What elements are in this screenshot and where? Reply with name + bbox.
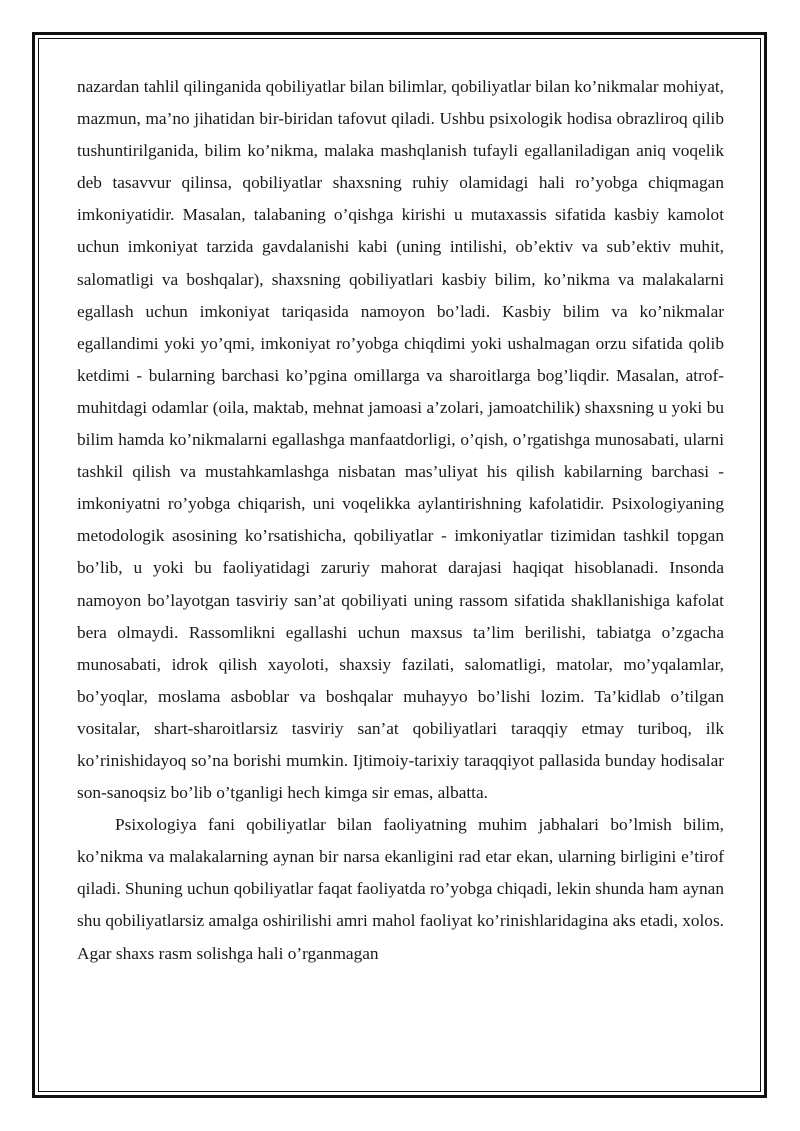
paragraph-continuation: nazardan tahlil qilinganida qobiliyatlar bilan bilimlar, qobiliyatlar bilan ko’nikmalar mohiyat, mazmun, ma’no jihatidan bir-biridan tafovut qiladi. Ushbu psixologik hodisa obrazliroq qilib tushuntirilganida, bilim ko’nikma, malaka mashqlanish tufayli egallaniladigan aniq voqelik deb tasavvur qilinsa, qobiliyatlar shaxsning ruhiy olamidagi hali ro’yobga chiqmagan imkoniyatidir. Masalan, talabaning o’qishga kirishi u mutaxassis sifatida kasbiy kamolot uchun imkoniyat tarzida gavdalanishi kabi (uning intilishi, ob’ektiv va sub’ektiv muhit, salomatligi va boshqalar), shaxsning qobiliyatlari kasbiy bilim, ko’nikma va malakalarni egallash uchun imkoniyat tariqasida namoyon bo’ladi. Kasbiy bilim va ko’nikmalar egallandimi yoki yo’qmi, imkoniyat ro’yobga chiqdimi yoki ushalmagan orzu sifatida qolib ketdimi - bularning barchasi ko’pgina omillarga va sharoitlarga bog’liqdir. Masalan, atrof-muhitdagi odamlar (oila, maktab, mehnat jamoasi a’zolari, jamoatchilik) shaxsning u yoki bu bilim hamda ko’nikmalarni egallashga manfaatdorligi, o’qish, o’rgatishga munosabati, ularni tashkil qilish va mustahkamlashga nisbatan mas’uliyat his qilish kabilarning barchasi - imkoniyatni ro’yobga chiqarish, uni voqelikka aylantirishning kafolatidir. Psixologiyaning metodologik asosining ko’rsatishicha, qobiliyatlar - imkoniyatlar tizimidan tashkil topgan bo’lib, u yoki bu faoliyatidagi zaruriy mahorat darajasi haqiqat hisoblanadi. Insonda namoyon bo’layotgan tasviriy san’at qobiliyati uning rassom sifatida shakllanishiga kafolat bera olmaydi. Rassomlikni egallashi uchun maxsus ta’lim berilishi, tabiatga o’zgacha munosabati, idrok qilish xayoloti, shaxsiy fazilati, salomatligi, matolar, mo’yqalamlar, bo’yoqlar, moslama asboblar va boshqalar muhayyo bo’lishi lozim. Ta’kidlab o’tilgan vositalar, shart-sharoitlarsiz tasviriy san’at qobiliyatlari taraqqiy etmay turiboq, ilk ko’rinishidayoq so’na borishi mumkin. Ijtimoiy-tarixiy taraqqiyot pallasida bunday hodisalar son-sanoqsiz bo’lib o’tganligi hech kimga sir emas, albatta. [77, 77, 724, 803]
paragraph-second: Psixologiya fani qobiliyatlar bilan faoliyatning muhim jabhalari bo’lmish bilim, ko’nikma va malakalarning aynan bir narsa ekanligini rad etar ekan, ularning birligini e’tirof qiladi. Shuning uchun qobiliyatlar faqat faoliyatda ro’yobga chiqadi, lekin shunda ham aynan shu qobiliyatlarsiz amalga oshirilishi amri mahol faoliyat ko’rinishlaridagina aks etadi, xolos. Agar shaxs rasm solishga hali o’rganmagan [77, 815, 724, 963]
document-body [77, 71, 724, 970]
